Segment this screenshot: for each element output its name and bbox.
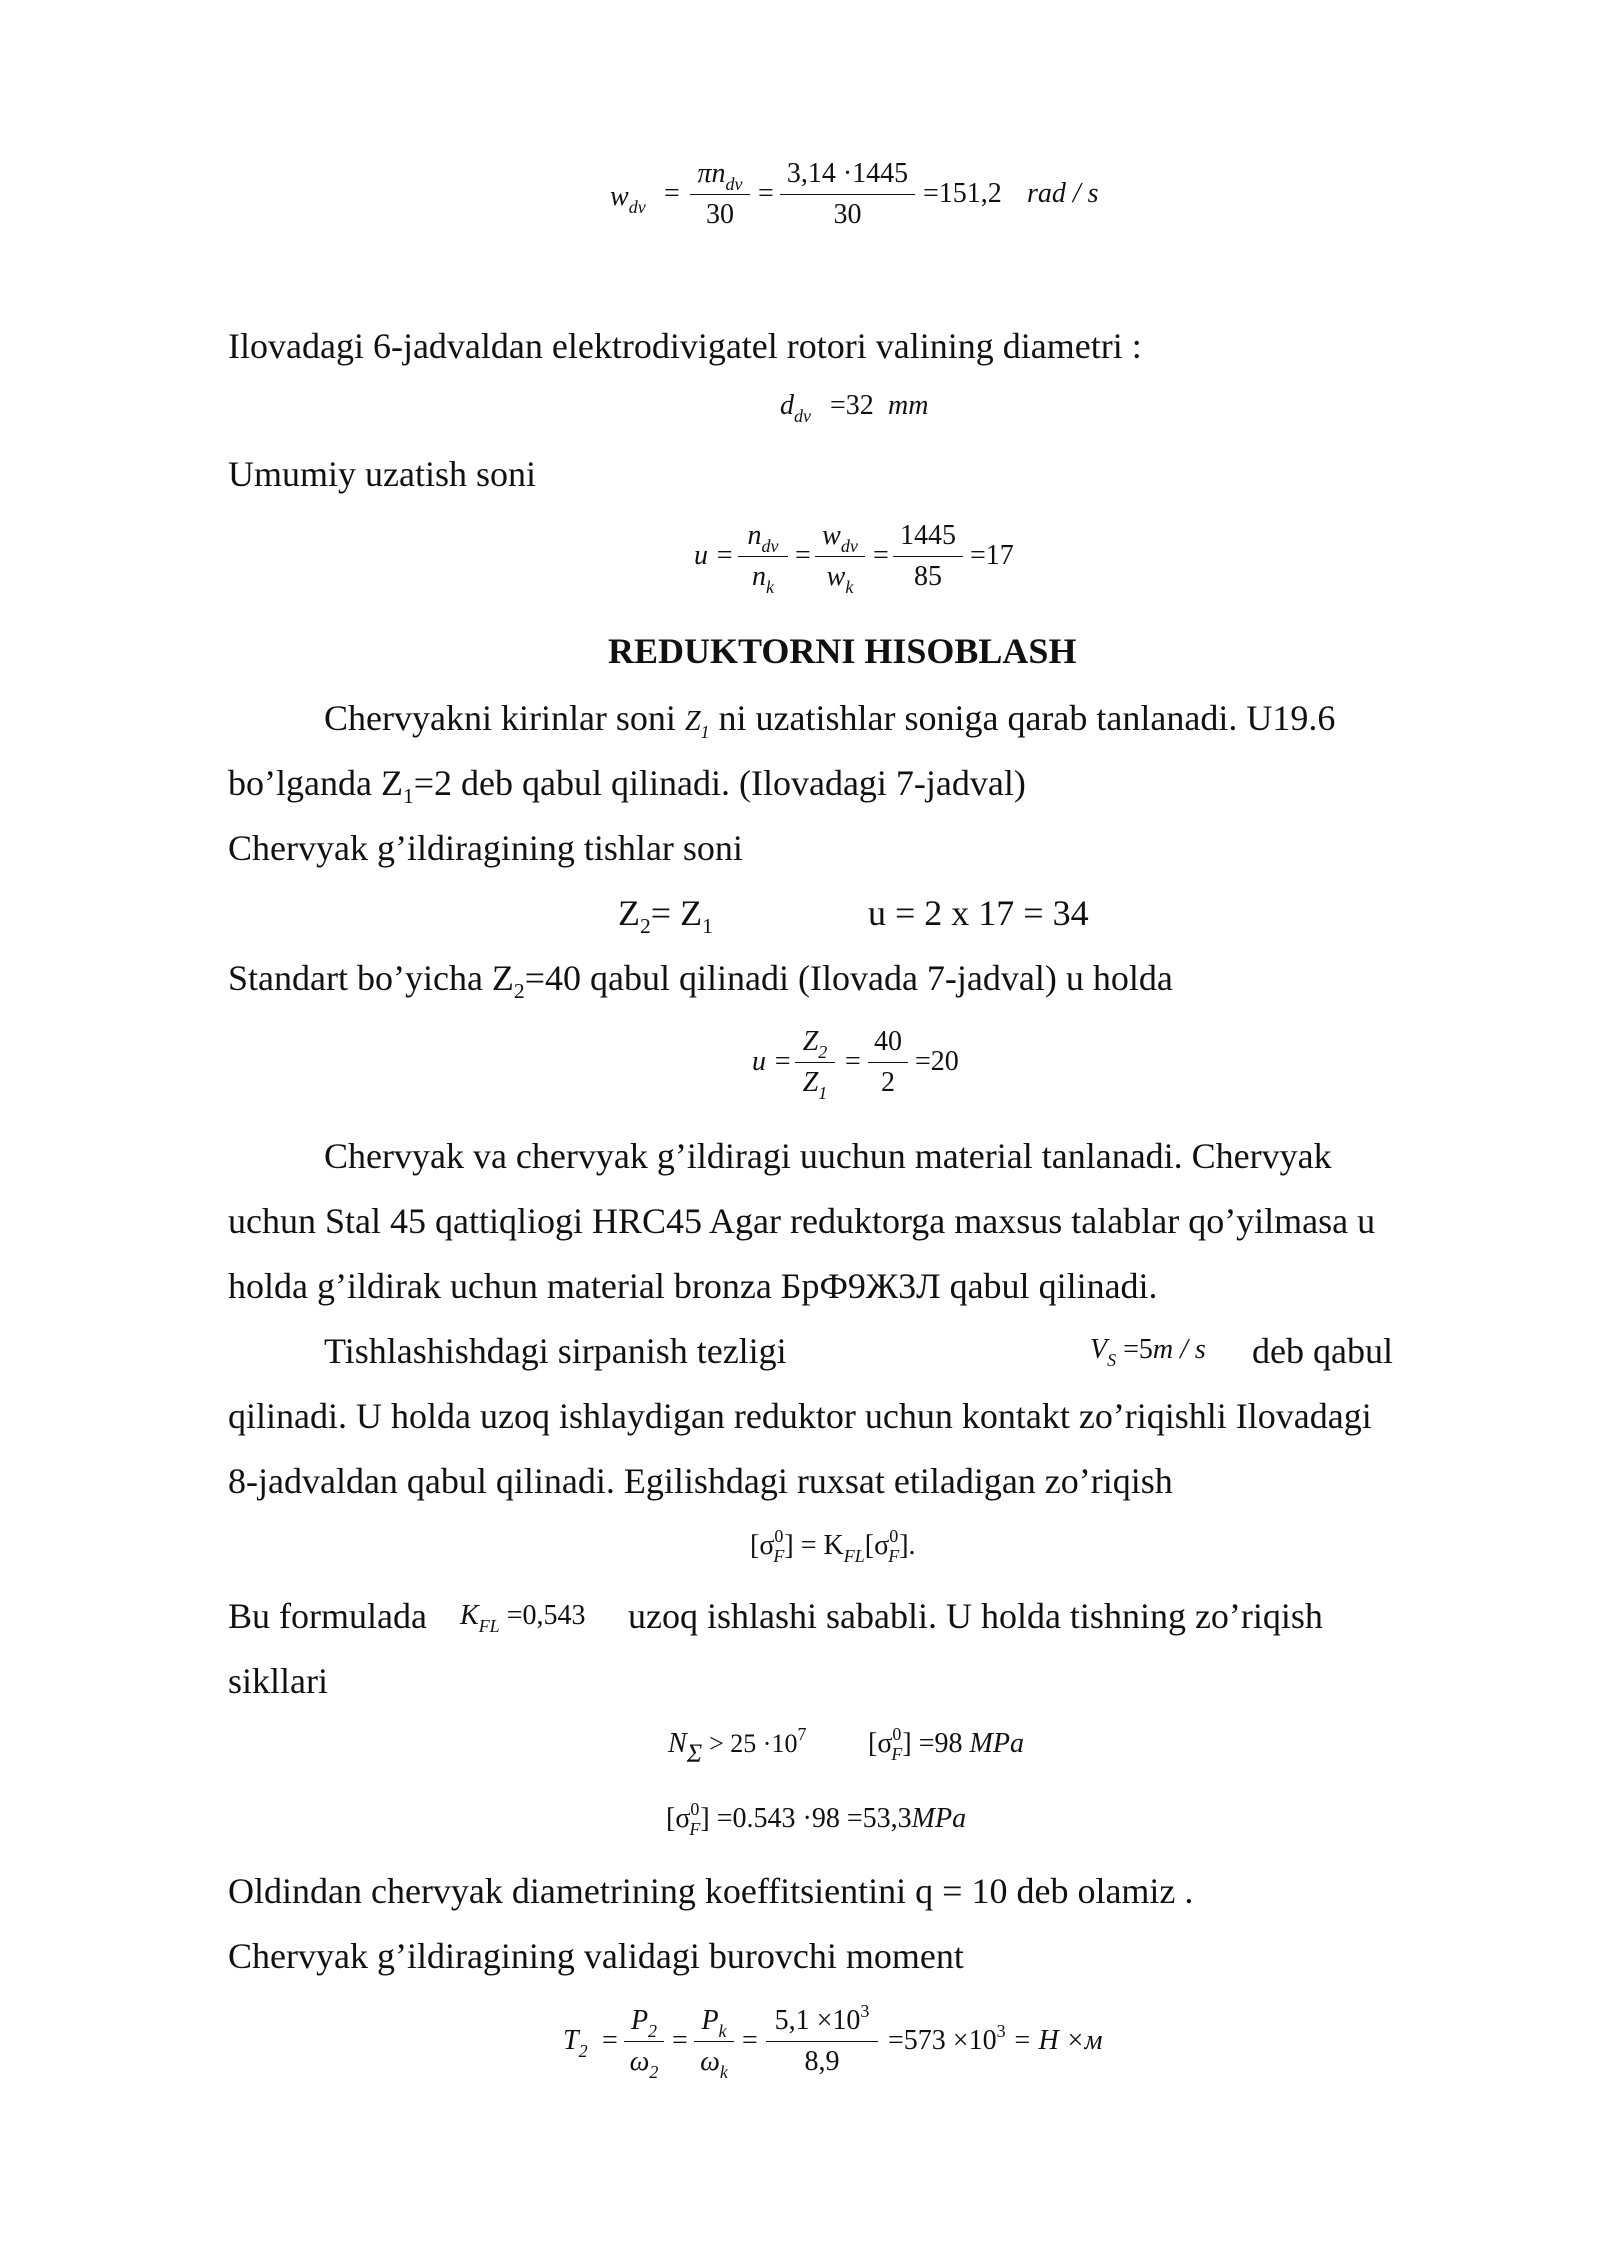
section-heading: REDUKTORNI HISOBLASH <box>608 631 1077 671</box>
eq5-fraction-1: $Z_2$ $Z_1$ <box>795 1028 835 1097</box>
eq3-lhs: u = <box>694 540 734 571</box>
paragraph-material-line2: uchun Stal 45 qattiqliogi HRC45 Agar reduktorga maxsus talablar qo’yilmasa u <box>228 1201 1376 1241</box>
equation-sliding-speed: $V_S =5m / s$ <box>1090 1334 1206 1370</box>
equation-base-stress: $[\sigma^0_F] =98$ MPa <box>868 1724 1024 1764</box>
paragraph-worm-starts-line1: Chervyakni kirinlar soni $Z_1$ ni uzatishlar soniga qarab tanlanadi. U19.6 <box>324 698 1336 742</box>
eq2-lhs: $d_{dv}$ <box>780 390 811 426</box>
eq9-equals: = <box>602 2025 618 2056</box>
paragraph-formula-line2: sikllari <box>228 1661 328 1701</box>
paragraph-material-line3: holda g’ildirak uchun material bronza БрФ9Ж3Л qabul qilinadi. <box>228 1266 1158 1306</box>
eq2-value: =32 <box>830 390 874 421</box>
paragraph-teeth-count: Chervyak g’ildiragining tishlar soni <box>228 828 743 868</box>
eq9-lhs: $T_2$ <box>563 2025 588 2061</box>
eq3-fraction-2: $w_{dv}$ $w_k$ <box>815 522 865 591</box>
paragraph-worm-starts-line2: bo’lganda $Z_1=2$ deb qabul qilinadi. (Ilovadagi 7-jadval) <box>228 763 1026 809</box>
eq9-equals-2: = <box>672 2025 688 2056</box>
eq3-result: =17 <box>970 540 1014 571</box>
paragraph-material-line1: Chervyak va chervyak g’ildiragi uuchun material tanlanadi. Chervyak <box>324 1136 1332 1176</box>
eq9-equals-3: = <box>742 2025 758 2056</box>
paragraph-formula-a: Bu formulada <box>228 1596 427 1636</box>
equation-allowable-stress: $[\sigma^0_F] = K_{FL}[\sigma^0_F]$. <box>750 1526 916 1566</box>
eq9-fraction-2: $P_k$ $\omega_k$ <box>694 2007 734 2076</box>
eq1-fraction-1: $\pi n_{dv}$ 30 <box>690 160 750 229</box>
paragraph-gear-ratio: Umumiy uzatish soni <box>228 454 536 494</box>
eq5-fraction-2: 40 2 <box>868 1028 908 1097</box>
equation-stress-result: $[\sigma^0_F] =0.543 \cdot 98 =53,3MPa$ <box>666 1799 967 1839</box>
eq1-fraction-2: 3,14 ·1445 30 <box>780 160 915 229</box>
paragraph-torque: Chervyak g’ildiragining validagi burovchi moment <box>228 1936 964 1976</box>
paragraph-coefficient: Oldindan chervyak diametrining koeffitsientini q = 10 deb olamiz . <box>228 1871 1194 1911</box>
eq9-result: $=573 \times 10^3 = H \times м$ <box>888 2021 1103 2056</box>
paragraph-sliding-speed-a: Tishlashishdagi sirpanish tezligi <box>324 1331 787 1371</box>
eq1-equals-2: = <box>758 178 774 209</box>
equation-kfl: $K_{FL} =0,543$ <box>460 1600 586 1636</box>
paragraph-formula-b: uzoq ishlashi sababli. U holda tishning zo’riqish <box>628 1596 1323 1636</box>
paragraph-shaft-diameter: Ilovadagi 6-jadvaldan elektrodivigatel rotori valining diametri : <box>228 326 1142 366</box>
equation-cycles: $N\Sigma > 25 \cdot 10^7$ <box>668 1724 807 1768</box>
eq3-fraction-3: 1445 85 <box>893 522 963 591</box>
eq5-lhs: u = <box>752 1046 792 1077</box>
paragraph-sliding-speed-line2: qilinadi. U holda uzoq ishlaydigan reduktor uchun kontakt zo’riqishli Ilovadagi <box>228 1396 1372 1436</box>
equation-teeth-product: u = 2 x 17 = 34 <box>868 893 1089 933</box>
eq3-equals-2: = <box>873 540 889 571</box>
eq9-fraction-1: $P_2$ $\omega_2$ <box>624 2007 664 2076</box>
eq5-result: =20 <box>915 1046 959 1077</box>
eq5-equals: = <box>845 1046 861 1077</box>
eq1-result: =151,2 <box>923 178 1002 209</box>
eq9-fraction-3: $5,1 \times 10^3$ 8,9 <box>766 2007 878 2076</box>
paragraph-standard: Standart bo’yicha $Z_2=40$ qabul qilinadi (Ilovada 7-jadval) u holda <box>228 958 1173 1004</box>
paragraph-sliding-speed-b: deb qabul <box>1252 1331 1393 1371</box>
eq1-equals: = <box>664 178 680 209</box>
eq3-fraction-1: $n_{dv}$ $n_k$ <box>738 522 788 591</box>
eq2-unit: mm <box>888 390 929 421</box>
paragraph-sliding-speed-line3: 8-jadvaldan qabul qilinadi. Egilishdagi ruxsat etiladigan zo’riqish <box>228 1461 1173 1501</box>
eq1-unit: rad / s <box>1027 178 1099 209</box>
eq3-equals-1: = <box>795 540 811 571</box>
equation-teeth: $Z_2= Z_1$ <box>618 893 713 939</box>
eq1-lhs: $w_{dv}$ <box>610 181 646 217</box>
